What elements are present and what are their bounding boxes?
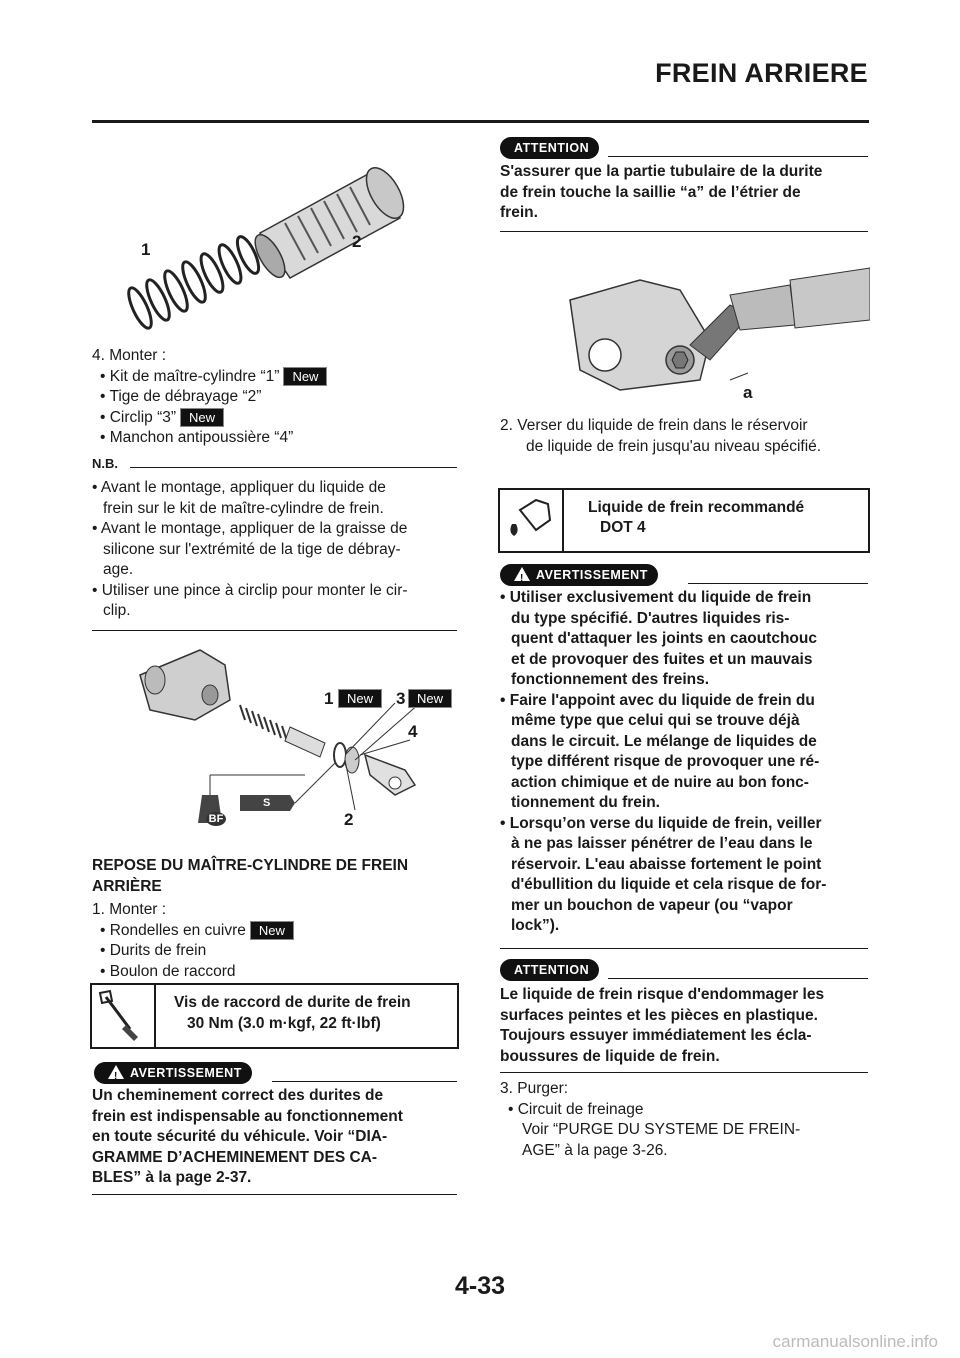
- nb-body: • Avant le montage, appliquer du liquide de frein sur le kit de maître-cylindre de frein. • Avant le montage, appliquer de la graisse de silicone sur l'extrémité de la tige de débray- age. • Utiliser une pince à circlip pour monter le cir- clip.: [92, 479, 408, 619]
- attention-rule: [608, 156, 868, 157]
- callout-1: 1: [324, 689, 334, 708]
- warning-rule: [688, 583, 868, 584]
- footer-watermark: carmanualsonline.info: [772, 1332, 938, 1351]
- step-4: [92, 346, 462, 449]
- fluid-spec-box: [498, 488, 870, 553]
- step-4-item: • Tige de débrayage “2”: [100, 388, 262, 405]
- step-1-item: • Durits de frein: [100, 942, 207, 959]
- torque-spec-box: [90, 983, 459, 1049]
- attention-rule: [608, 978, 868, 979]
- attention-text: S'assurer que la partie tubulaire de la durite de frein touche la saillie “a” de l’étrier de frein.: [500, 163, 823, 221]
- wrench-icon: [92, 985, 156, 1047]
- step-1: [92, 900, 462, 982]
- warning-tag: !AVERTISSEMENT: [500, 564, 658, 586]
- page-number: 4-33: [454, 1272, 506, 1300]
- callout-3: 3: [396, 689, 406, 708]
- new-badge: New: [180, 408, 224, 427]
- attention-end-rule: [500, 1072, 868, 1073]
- new-badge: New: [250, 921, 294, 940]
- new-badge: New: [283, 367, 327, 386]
- nb-rule: [130, 467, 457, 468]
- fluid-spec-value: DOT 4: [600, 519, 646, 536]
- callout-4: 4: [408, 722, 418, 741]
- step-3: 3. Purger: • Circuit de freinage Voir “PURGE DU SYSTEME DE FREIN- AGE” à la page 3-26.: [500, 1080, 801, 1159]
- warning-end-rule: [92, 1194, 457, 1195]
- figure-master-cylinder-kit: [120, 148, 410, 338]
- torque-spec-value: 30 Nm (3.0 m·kgf, 22 ft·lbf): [187, 1015, 381, 1032]
- step-4-item: • Kit de maître-cylindre “1” New: [100, 367, 462, 388]
- callout-1: 1: [141, 240, 151, 259]
- attention-tag: ATTENTION: [500, 959, 599, 981]
- section-title: REPOSE DU MAÎTRE-CYLINDRE DE FREIN ARRIÈRE: [92, 857, 409, 895]
- callout-2: 2: [344, 810, 354, 829]
- step-1-item: • Rondelles en cuivre New: [100, 921, 462, 942]
- warning-end-rule: [500, 948, 868, 949]
- warning-text: Un cheminement correct des durites de frein est indispensable au fonctionnement en toute sécurité du véhicule. Voir “DIA- GRAMME D’ACHEMINEMENT DES CA- BLES” à la page 2-37.: [92, 1087, 403, 1186]
- page-header-title: FREIN ARRIERE: [655, 58, 868, 88]
- step-1-lead: 1. Monter :: [92, 901, 167, 918]
- attention-tag: ATTENTION: [500, 137, 599, 159]
- warning-rule: [272, 1081, 457, 1082]
- callout-a: a: [743, 383, 753, 402]
- attention-end-rule: [500, 231, 868, 232]
- figure-brake-caliper: [560, 260, 870, 410]
- step-4-item: • Circlip “3” New: [100, 408, 462, 429]
- step-2: 2. Verser du liquide de frein dans le réservoir de liquide de frein jusqu'au niveau spécifié.: [500, 417, 822, 455]
- fluid-spec-label: Liquide de frein recommandé: [588, 499, 805, 516]
- nb-label: N.B.: [92, 456, 118, 471]
- step-4-lead: 4. Monter :: [92, 347, 167, 364]
- torque-spec-label: Vis de raccord de durite de frein: [174, 994, 411, 1011]
- s-symbol: S: [263, 797, 271, 809]
- header-rule: [92, 120, 869, 123]
- new-badge: New: [338, 689, 382, 708]
- new-badge: New: [408, 689, 452, 708]
- bf-symbol: BF: [206, 812, 226, 826]
- step-4-item: • Manchon antipoussière “4”: [100, 429, 294, 446]
- nb-end-rule: [92, 630, 457, 631]
- warning-icon: [514, 567, 530, 581]
- oil-can-icon: [500, 490, 564, 551]
- warning-icon: [108, 1065, 124, 1079]
- warning-tag: !AVERTISSEMENT: [94, 1062, 252, 1084]
- warning-text: • Utiliser exclusivement du liquide de frein du type spécifié. D'autres liquides ris- quent d'attaquer les joints en caoutchouc et de provoquer des fuites et un mauvais fonctionnement des freins. • Faire l'appoint avec du liquide de frein du même type que celui qui se trouve déjà dans le circuit. Le mélange de liquides de type différent risque de provoquer une ré- action chimique et de nuire au bon fonc- tionnement du frein. • Lorsqu’on verse du liquide de frein, veiller à ne pas laisser pénétrer de l’eau dans le réservoir. L'eau abaisse fortement le point d'ébullition du liquide et cela risque de for- mer un bouchon de vapeur (ou “vapor lock”).: [500, 589, 827, 934]
- callout-2: 2: [352, 232, 362, 251]
- step-1-item: • Boulon de raccord: [100, 962, 236, 980]
- attention-text: Le liquide de frein risque d'endommager les surfaces peintes et les pièces en plastique. Toujours essuyer immédiatement les écla- boussures de liquide de frein.: [500, 986, 825, 1065]
